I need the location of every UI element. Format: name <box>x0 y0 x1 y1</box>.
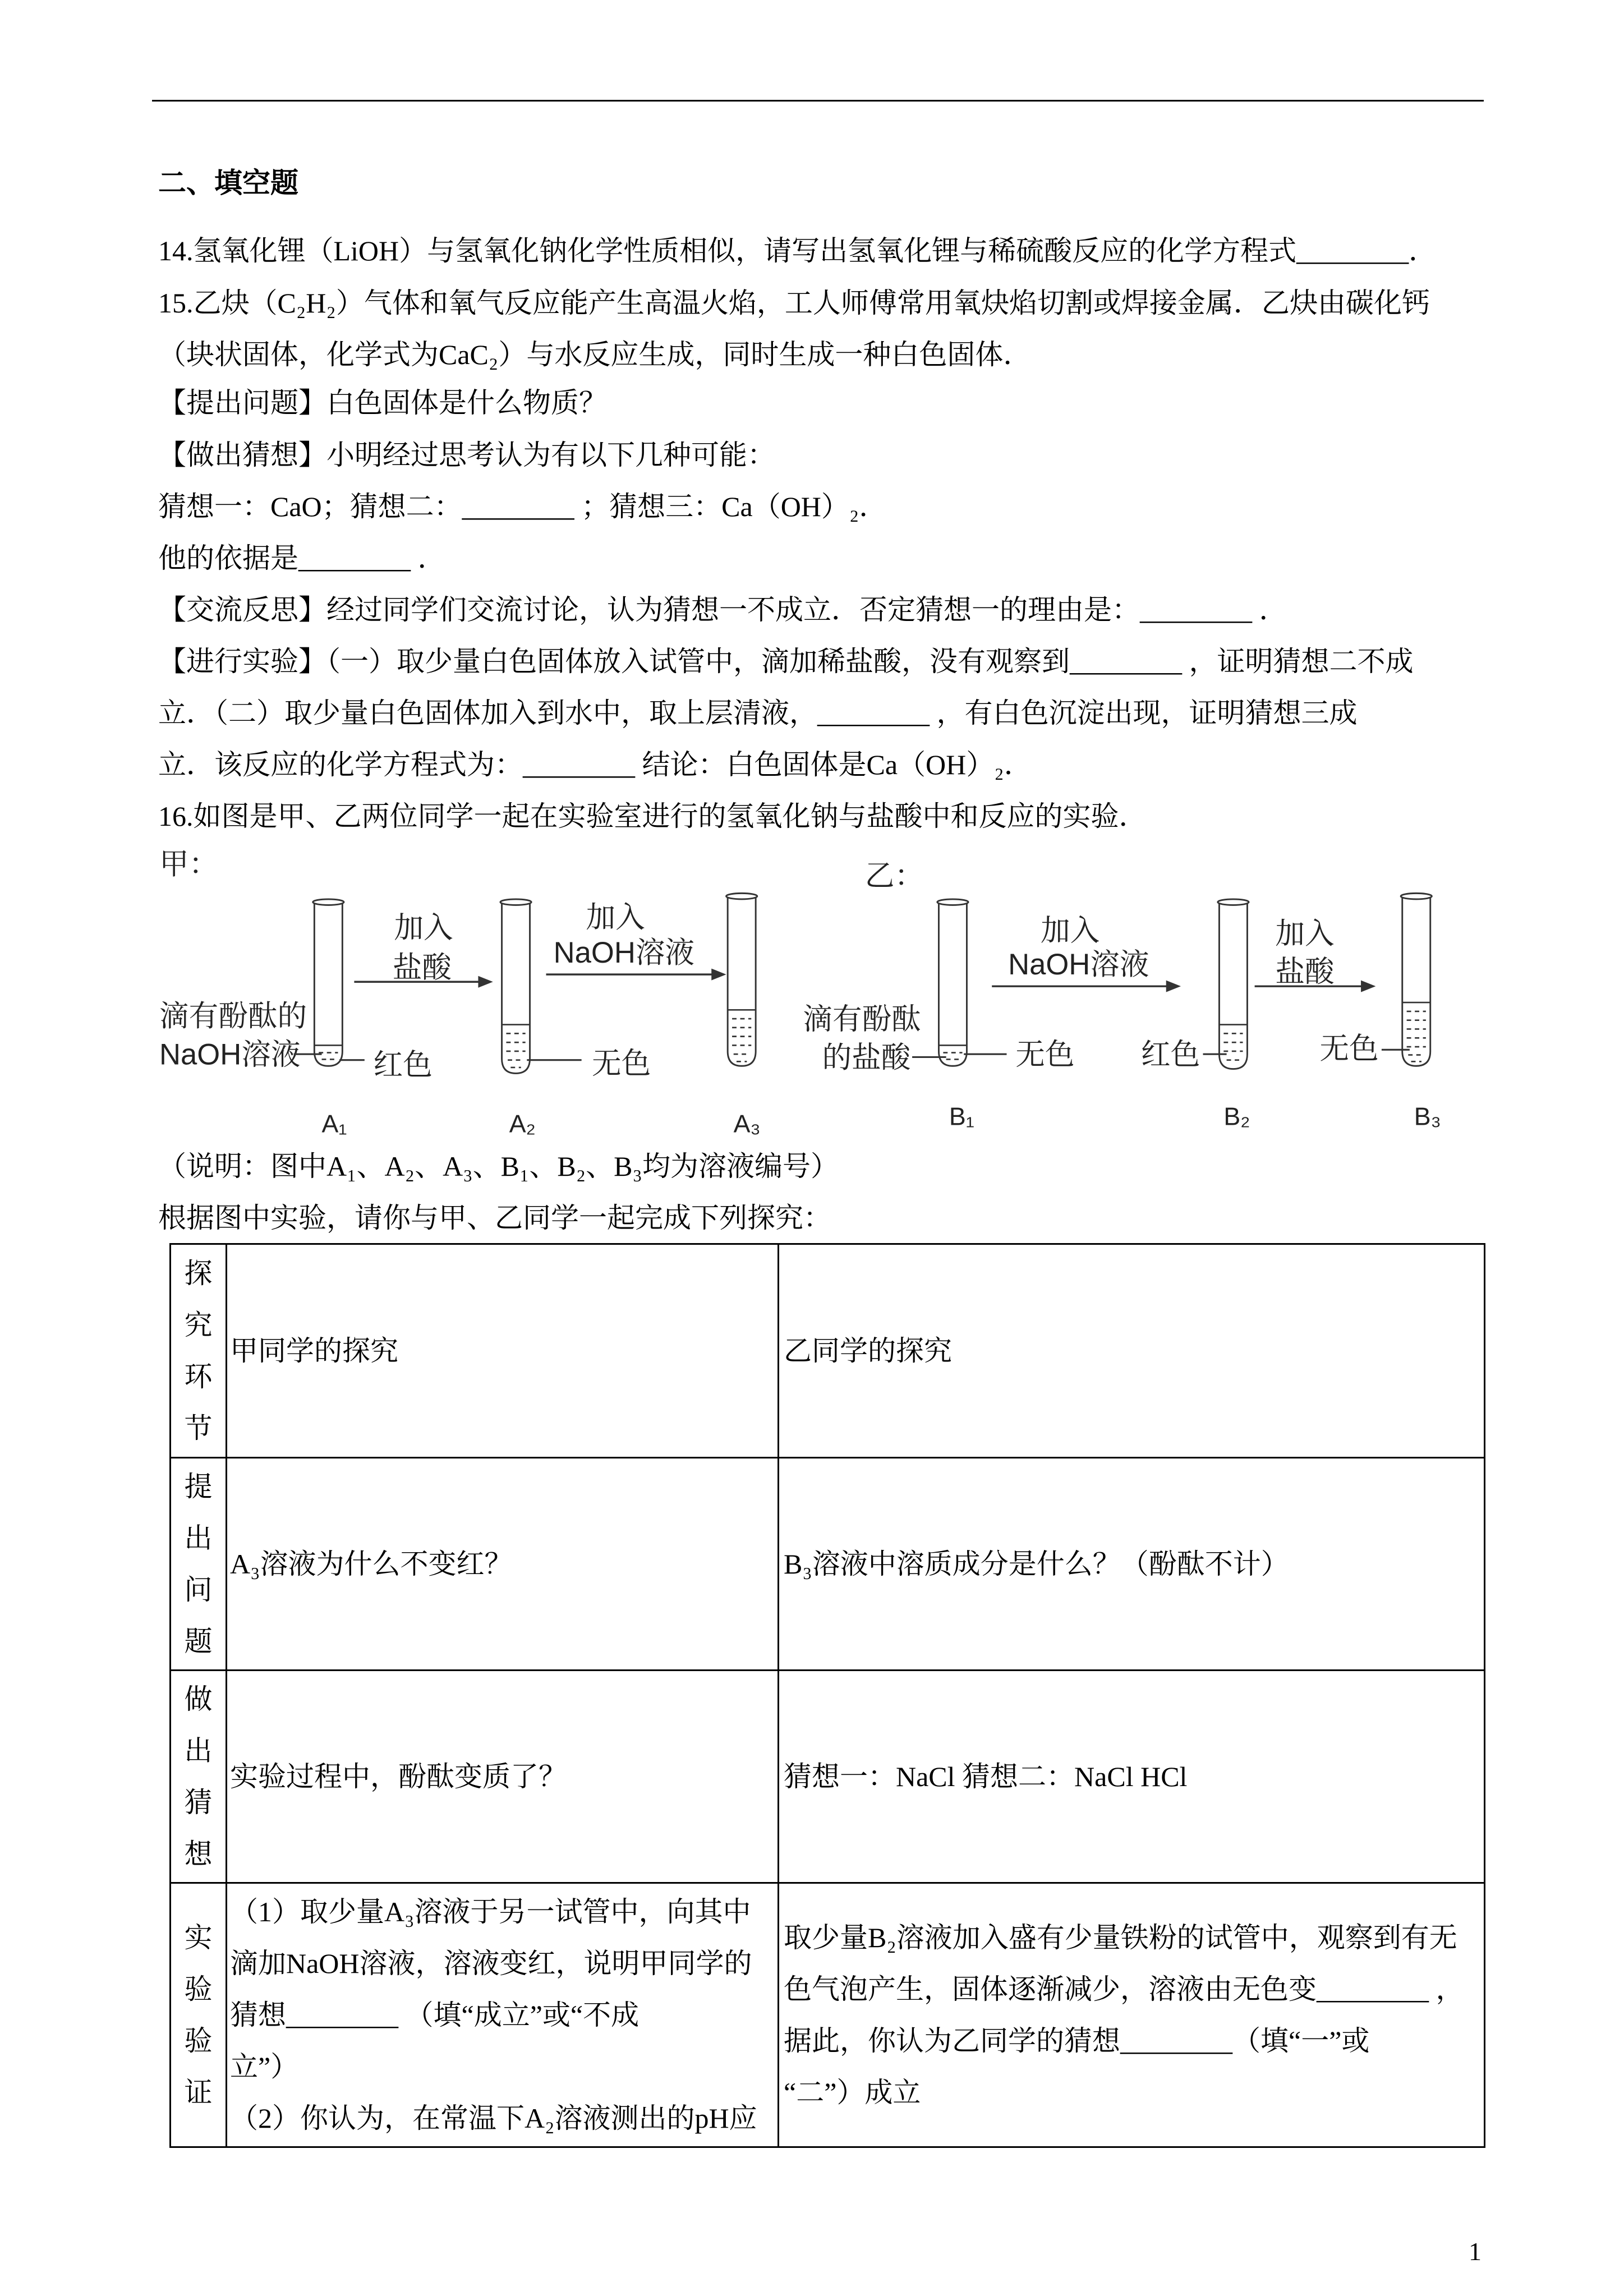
question-16-intro: 16.如图是甲、乙两位同学一起在实验室进行的氢氧化钠与盐酸中和反应的实验． <box>158 800 1147 832</box>
q15-line-7: 【交流反思】经过同学们交流讨论，认为猜想一不成立．否定猜想一的理由是：________ ． <box>158 594 1287 625</box>
yi-step1-line-1: 加入 <box>1041 914 1100 947</box>
jia-verification-line-3: 猜想________ （填“成立”或“不成 <box>230 1999 640 2031</box>
test-tube-a3 <box>726 893 757 1066</box>
jia-color-red: 红色 <box>373 1048 433 1082</box>
jia-start-solution-line-1: 滴有酚酞的 <box>159 1000 307 1033</box>
q15-line-10: 立．该反应的化学方程式为：________ 结论：白色固体是Ca（OH）₂． <box>158 749 1032 780</box>
header-jia-cell <box>227 1244 779 1458</box>
figure-yi-label: 乙： <box>864 859 924 893</box>
jia-verification-line-5: （2）你认为，在常温下A₂溶液测出的pH应 <box>230 2102 757 2134</box>
stage-cell <box>171 1883 227 2147</box>
jia-cell <box>227 1458 779 1671</box>
tube-label-b3: B₃ <box>1414 1103 1441 1131</box>
yi-step2-line-2: 盐酸 <box>1275 955 1335 989</box>
q15-line-8: 【进行实验】（一）取少量白色固体放入试管中，滴加稀盐酸，没有观察到________ ，证明猜想二不成 <box>158 646 1414 677</box>
jia-verification-line-1: （1）取少量A₃溶液于另一试管中，向其中 <box>230 1896 751 1927</box>
q15-line-1: 15.乙炔（C₂H₂）气体和氧气反应能产生高温火焰，工人师傅常用氧炔焰切割或焊接金属．乙炔由碳化钙 <box>158 287 1430 319</box>
yi-step1-line-2: NaOH溶液 <box>1008 948 1149 982</box>
jia-step1-line-2: 盐酸 <box>392 951 452 984</box>
yi-start-solution-line-2: 的盐酸 <box>822 1041 911 1074</box>
jia-cell <box>227 1883 779 2147</box>
test-tube-b2 <box>1218 899 1249 1069</box>
table-instruction: 根据图中实验，请你与甲、乙同学一起完成下列探究： <box>158 1202 831 1234</box>
test-tube-b3 <box>1401 893 1432 1066</box>
stage-verification: 实验验证 <box>184 1922 213 2108</box>
table-row <box>171 1671 1485 1883</box>
jia-question: A₃溶液为什么不变红？ <box>230 1548 513 1580</box>
yi-question: B₃溶液中溶质成分是什么？（酚酞不计） <box>784 1548 1289 1580</box>
tube-label-b1: B₁ <box>949 1103 974 1131</box>
stage-ask-question: 提出问题 <box>184 1471 213 1657</box>
q15-line-6: 他的依据是________ ． <box>158 542 446 574</box>
jia-verification-line-4: 立”） <box>230 2051 299 2082</box>
tube-label-a2: A₂ <box>509 1110 536 1138</box>
header-rule <box>152 100 1484 102</box>
header-jia: 甲同学的探究 <box>230 1335 398 1366</box>
experiment-figure <box>148 841 1461 1144</box>
jia-arrow-2 <box>546 969 726 981</box>
yi-verification-line-4: “二”）成立 <box>784 2077 921 2108</box>
yi-step2-line-1: 加入 <box>1275 917 1335 950</box>
jia-step1-line-1: 加入 <box>394 911 453 945</box>
stage-hypothesis: 做出猜想 <box>184 1683 213 1870</box>
jia-step2-line-1: 加入 <box>586 900 645 934</box>
q15-line-4: 【做出猜想】小明经过思考认为有以下几种可能： <box>158 439 775 471</box>
jia-start-solution-line-2: NaOH溶液 <box>159 1038 301 1071</box>
q15-line-2: （块状固体，化学式为CaC₂）与水反应生成，同时生成一种白色固体． <box>158 339 1032 370</box>
header-yi-cell <box>779 1244 1485 1458</box>
yi-hypothesis: 猜想一：NaCl 猜想二：NaCl HCl <box>784 1761 1188 1792</box>
figure-jia-label: 甲： <box>159 848 219 881</box>
table-header-row <box>171 1244 1485 1458</box>
jia-cell <box>227 1671 779 1883</box>
test-tube-b1 <box>937 899 968 1066</box>
yi-color-red: 红色 <box>1140 1038 1200 1071</box>
yi-cell <box>779 1458 1485 1671</box>
yi-color-colorless-1: 无色 <box>1015 1038 1075 1071</box>
jia-color-colorless: 无色 <box>592 1047 651 1080</box>
yi-verification-line-3: 据此，你认为乙同学的猜想________（填“一”或 <box>784 2025 1370 2056</box>
jia-step2-line-2: NaOH溶液 <box>553 936 695 970</box>
q15-line-9: 立．（二）取少量白色固体加入到水中，取上层清液，________ ，有白色沉淀出现，证明猜想三成 <box>158 697 1358 729</box>
yi-start-solution-line-1: 滴有酚酞 <box>803 1002 921 1036</box>
yi-arrow-1 <box>992 981 1181 992</box>
test-tube-a2 <box>500 899 531 1074</box>
q15-line-3: 【提出问题】白色固体是什么物质？ <box>158 387 607 418</box>
page-number: 1 <box>1469 2237 1482 2266</box>
stage-cell <box>171 1671 227 1883</box>
tube-label-a3: A₃ <box>733 1110 761 1138</box>
tube-label-a1: A₁ <box>321 1110 347 1138</box>
header-stage-cell <box>171 1244 227 1458</box>
stage-cell <box>171 1458 227 1671</box>
tube-label-b2: B₂ <box>1223 1103 1250 1131</box>
q15-line-5: 猜想一：CaO；猜想二：________ ；猜想三：Ca（OH）₂． <box>158 491 887 522</box>
yi-cell <box>779 1883 1485 2147</box>
yi-color-colorless-2: 无色 <box>1319 1032 1379 1066</box>
section-heading: 二、填空题 <box>158 167 298 199</box>
jia-hypothesis: 实验过程中，酚酞变质了？ <box>230 1761 567 1792</box>
inquiry-table <box>169 1243 1485 2148</box>
question-14: 14.氢氧化锂（LiOH）与氢氧化钠化学性质相似，请写出氢氧化锂与稀硫酸反应的化学方程式________． <box>158 235 1437 266</box>
yi-cell <box>779 1671 1485 1883</box>
table-row <box>171 1883 1485 2147</box>
test-tube-a1 <box>313 899 344 1066</box>
figure-note: （说明：图中A₁、A₂、A₃、B₁、B₂、B₃均为溶液编号） <box>158 1151 839 1182</box>
yi-verification-line-1: 取少量B₂溶液加入盛有少量铁粉的试管中，观察到有无 <box>784 1922 1457 1953</box>
header-yi: 乙同学的探究 <box>784 1335 952 1366</box>
yi-verification-line-2: 色气泡产生，固体逐渐减少，溶液由无色变________ ， <box>784 1973 1464 2005</box>
jia-verification-line-2: 滴加NaOH溶液，溶液变红，说明甲同学的 <box>230 1948 752 1979</box>
table-row <box>171 1458 1485 1671</box>
header-stage: 探究环节 <box>184 1258 213 1444</box>
